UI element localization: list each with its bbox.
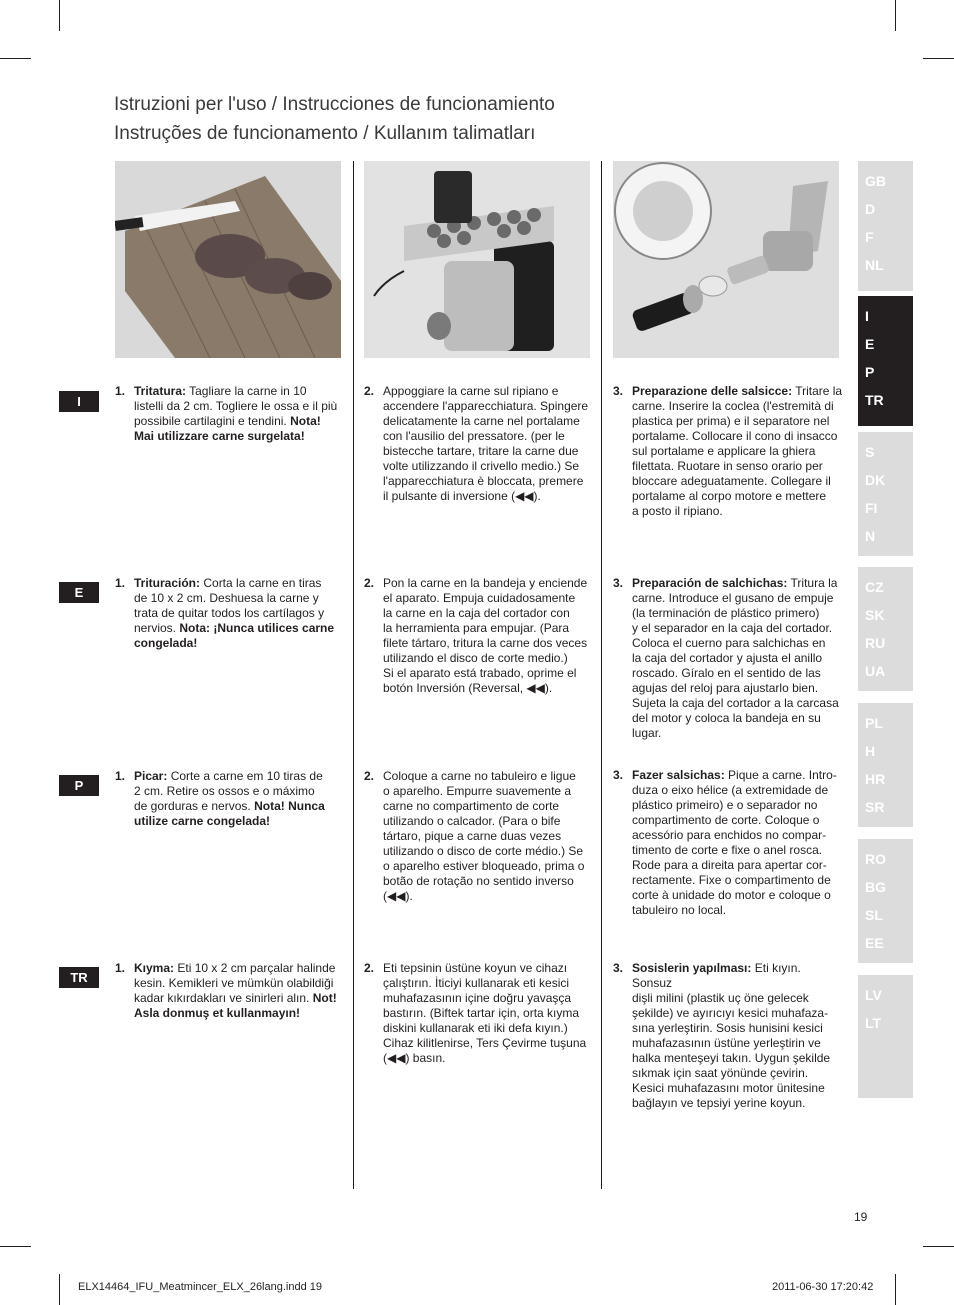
- step-text-line: a posto il ripiano.: [632, 504, 723, 518]
- language-tab-lt[interactable]: LT: [865, 1015, 882, 1031]
- language-badge-es: E: [59, 582, 99, 603]
- step-text-line: sıkmak için saat yönünde çevirin.: [632, 1066, 809, 1080]
- step-text-line: possibile cartilagini e tendini. Nota!: [134, 414, 321, 428]
- step-text-line: botón Inversión (Reversal, ◀◀).: [383, 681, 553, 695]
- step-text-line: volte utilizzando il crivello medio.) Se: [383, 459, 580, 473]
- step-text-line: Coloque a carne no tabuleiro e ligue: [383, 769, 576, 783]
- step-number: 3.: [613, 384, 624, 398]
- step-text-line: Eti tepsinin üstüne koyun ve cihazı: [383, 961, 568, 975]
- language-tab-n[interactable]: N: [865, 528, 876, 544]
- step-text-line: la carne en la caja del cortador con: [383, 606, 570, 620]
- language-tab-hr[interactable]: HR: [865, 771, 886, 787]
- step-text-line: muhafazasının üstüne yerleştirin ve: [632, 1036, 821, 1050]
- step-text-line: filettata. Ruotare in senso orario per: [632, 459, 823, 473]
- step-number: 1.: [115, 384, 126, 398]
- step-text-line: plástico primeiro) e o separador no: [632, 798, 818, 812]
- step-text-line: kesin. Kemikleri ve mümkün olabildiği: [134, 976, 334, 990]
- language-tab-f[interactable]: F: [865, 229, 874, 245]
- language-tab-ua[interactable]: UA: [865, 663, 886, 679]
- crop-mark: [59, 1274, 60, 1305]
- language-tab-fi[interactable]: FI: [865, 500, 878, 516]
- meat-mincer-tray-image: [364, 161, 590, 358]
- footer-filename: ELX14464_IFU_Meatmincer_ELX_26lang.indd 19: [78, 1281, 322, 1293]
- step-text: [383, 961, 586, 1066]
- step-text-line: compartimento de corte. Coloque o: [632, 813, 820, 827]
- language-tab-group[interactable]: [858, 161, 913, 291]
- step-text-line: o aparelho. Empurre suavemente a: [383, 784, 572, 798]
- step-text-line: (◀◀) basın.: [383, 1051, 446, 1065]
- step-number: 2.: [364, 769, 375, 783]
- step-text-line: utilizando o calcador. (Para o bife: [383, 814, 561, 828]
- step-text-line: Tritatura: Tagliare la carne in 10: [134, 384, 307, 398]
- step-text: [134, 961, 337, 1021]
- crop-mark: [0, 1246, 31, 1247]
- step-text-line: Appoggiare la carne sul ripiano e: [383, 384, 559, 398]
- step-text-line: Preparazione delle salsicce: Tritare la: [632, 384, 843, 398]
- step-text: [383, 384, 588, 504]
- language-tab-sk[interactable]: SK: [865, 607, 885, 623]
- crop-mark: [895, 0, 896, 31]
- step-text-line: bloccare adeguatamente. Collegare il: [632, 474, 831, 488]
- step-text-line: kadar kıkırdakları ve sinirleri alın. Not!: [134, 991, 337, 1005]
- language-tab-s[interactable]: S: [865, 444, 875, 460]
- language-tab-nl[interactable]: NL: [865, 257, 884, 273]
- step-text: [383, 769, 584, 904]
- language-tab-cz[interactable]: CZ: [865, 579, 884, 595]
- step-number: 3.: [613, 576, 624, 590]
- step-text-line: Rode para a direita para apertar cor-: [632, 858, 827, 872]
- column-divider: [601, 161, 602, 1189]
- step-text-line: sul portalame e applicare la ghiera: [632, 444, 816, 458]
- language-tab-d[interactable]: D: [865, 201, 876, 217]
- step-text-line: tabuleiro no local.: [632, 903, 727, 917]
- step-text-line: il pulsante di inversione (◀◀).: [383, 489, 541, 503]
- language-tab-ru[interactable]: RU: [865, 635, 886, 651]
- step-text-line: con l'ausilio del pressatore. (per le: [383, 429, 565, 443]
- step-text-line: la herramienta para empujar. (Para: [383, 621, 570, 635]
- language-tab-group[interactable]: [858, 703, 913, 827]
- step-text-line: l'apparecchiatura è bloccata, premere: [383, 474, 584, 488]
- language-badge-pt: P: [59, 775, 99, 796]
- language-badge-it: I: [59, 391, 99, 412]
- step-number: 3.: [613, 768, 624, 782]
- step-text-line: la caja del cortador y ajusta el anillo: [632, 651, 823, 665]
- step-text-line: Kesici muhafazasını motor ünitesine: [632, 1081, 825, 1095]
- language-tab-e[interactable]: E: [865, 336, 875, 352]
- crop-mark: [923, 1246, 954, 1247]
- step-text-line: nervios. Nota: ¡Nunca utilices carne: [134, 621, 335, 635]
- language-tab-ee[interactable]: EE: [865, 935, 884, 951]
- step-text-line: roscado. Gíralo en el sentido de las: [632, 666, 821, 680]
- step-text-line: el aparato. Empuja cuidadosamente: [383, 591, 576, 605]
- step-text-line: Si el aparato está trabado, oprime el: [383, 666, 577, 680]
- step-text-line: delicatamente la carne nel portalame: [383, 414, 580, 428]
- crop-mark: [59, 0, 60, 31]
- step-text-line: duza o eixo hélice (a extremidade de: [632, 783, 829, 797]
- step-number: 1.: [115, 769, 126, 783]
- language-tab-bg[interactable]: BG: [865, 879, 886, 895]
- step-text-line: carne. Inserire la coclea (l'estremità di: [632, 399, 834, 413]
- language-tab-tr[interactable]: TR: [865, 392, 884, 408]
- step-text-line: timento de corte e fixe o anel rosca.: [632, 843, 823, 857]
- footer-timestamp: 2011-06-30 17:20:42: [772, 1281, 874, 1293]
- step-text-line: Trituración: Corta la carne en tiras: [134, 576, 322, 590]
- knife-cutting-board-image: [115, 161, 341, 358]
- step-text-line: carne. Introduce el gusano de empuje: [632, 591, 834, 605]
- step-text-line: 2 cm. Retire os ossos e o máximo: [134, 784, 315, 798]
- step-number: 2.: [364, 961, 375, 975]
- step-text-line: lugar.: [632, 726, 662, 740]
- step-text-line: de gorduras e nervos. Nota! Nunca: [134, 799, 325, 813]
- step-text-line: utilizando o disco de corte médio.) Se: [383, 844, 584, 858]
- step-text-line: Pon la carne en la bandeja y enciende: [383, 576, 588, 590]
- step-text-line: Picar: Corte a carne em 10 tiras de: [134, 769, 323, 783]
- language-tab-group[interactable]: [858, 432, 913, 556]
- step-text-line: Mai utilizzare carne surgelata!: [134, 429, 305, 443]
- step-text-line: botão de rotação no sentido inverso: [383, 874, 574, 888]
- step-text-line: dişli milini (plastik uç öne gelecek: [632, 991, 809, 1005]
- language-tab-group[interactable]: [858, 567, 913, 691]
- language-tab-dk[interactable]: DK: [865, 472, 886, 488]
- language-tab-i[interactable]: I: [865, 308, 869, 324]
- language-tab-pl[interactable]: PL: [865, 715, 883, 731]
- step-text-line: bastırın. (Biftek tartar için, orta kıyma: [383, 1006, 580, 1020]
- page-title-line-2: Instruções de funcionamento / Kullanım talimatları: [114, 123, 536, 144]
- step-text-line: Sosislerin yapılması: Eti kıyın. Sonsuz: [632, 961, 801, 990]
- step-number: 2.: [364, 384, 375, 398]
- step-text-line: Preparación de salchichas: Tritura la: [632, 576, 838, 590]
- language-tab-lv[interactable]: LV: [865, 987, 882, 1003]
- step-text-line: o aparelho estiver bloqueado, prima o: [383, 859, 585, 873]
- step-text: [383, 576, 587, 696]
- step-text-line: çalıştırın. İticiyi kullanarak eti kesici: [383, 976, 570, 990]
- step-text-line: utilize carne congelada!: [134, 814, 271, 828]
- step-text: [632, 768, 837, 918]
- step-text: [632, 961, 843, 1111]
- step-text-line: acessório para enchidos no compar-: [632, 828, 827, 842]
- step-text-line: diskini kullanarak eti iki defa kıyın.): [383, 1021, 568, 1035]
- step-text: [134, 384, 337, 444]
- step-text-line: (◀◀).: [383, 889, 413, 903]
- column-divider: [353, 161, 354, 1189]
- language-tab-group[interactable]: [858, 839, 913, 963]
- step-text-line: portalame al corpo motore e mettere: [632, 489, 827, 503]
- language-tab-sl[interactable]: SL: [865, 907, 883, 923]
- language-badge-tr: TR: [59, 967, 99, 988]
- crop-mark: [0, 58, 31, 59]
- step-text-line: portalame. Collocare il cono di insacco: [632, 429, 838, 443]
- step-text-line: halka menteşeyi takın. Uygun şekilde: [632, 1051, 831, 1065]
- step-text-line: Fazer salsichas: Pique a carne. Intro-: [632, 768, 837, 782]
- page-title-line-1: Istruzioni per l'uso / Instrucciones de funcionamiento: [114, 94, 555, 115]
- step-text-line: plastica per prima) e il separatore nel: [632, 414, 830, 428]
- step-text-line: carne no compartimento de corte: [383, 799, 560, 813]
- step-text-line: Sujeta la caja del cortador a la carcasa: [632, 696, 839, 710]
- language-tab-h[interactable]: H: [865, 743, 876, 759]
- step-text-line: rectamente. Fixe o compartimento de: [632, 873, 831, 887]
- crop-mark: [895, 1274, 896, 1305]
- step-text: [134, 769, 325, 829]
- step-number: 1.: [115, 961, 126, 975]
- step-text-line: agujas del reloj para ajustarlo bien.: [632, 681, 819, 695]
- step-text-line: corte à unidade do motor e coloque o: [632, 888, 831, 902]
- step-text-line: Kıyma: Eti 10 x 2 cm parçalar halinde: [134, 961, 336, 975]
- step-text-line: sına yerleştirin. Sosis hunisini kesici: [632, 1021, 823, 1035]
- page-number: 19: [854, 1210, 868, 1224]
- step-text-line: accendere l'apparecchiatura. Spingere: [383, 399, 589, 413]
- language-tab-group[interactable]: [858, 975, 913, 1098]
- step-text-line: bağlayın ve tepsiyi yerine koyun.: [632, 1096, 806, 1110]
- step-text-line: y el separador en la caja del cortador.: [632, 621, 833, 635]
- step-text-line: muhafazasının içine doğru yavaşça: [383, 991, 572, 1005]
- step-text-line: Coloca el cuerno para salchichas en: [632, 636, 826, 650]
- language-tab-group[interactable]: [858, 296, 913, 426]
- step-number: 3.: [613, 961, 624, 975]
- step-text-line: (la terminación de plástico primero): [632, 606, 820, 620]
- language-tab-ro[interactable]: RO: [865, 851, 886, 867]
- step-text-line: Asla donmuş et kullanmayın!: [134, 1006, 301, 1020]
- step-number: 2.: [364, 576, 375, 590]
- step-text-line: congelada!: [134, 636, 198, 650]
- step-text-line: utilizando el disco de corte medio.): [383, 651, 568, 665]
- language-tab-gb[interactable]: GB: [865, 173, 886, 189]
- step-text-line: şekilde) ve ayırıcıyı kesici muhafaza-: [632, 1006, 829, 1020]
- sausage-attachment-image: [613, 161, 839, 358]
- language-tab-sr[interactable]: SR: [865, 799, 885, 815]
- step-text: [632, 576, 839, 741]
- step-text-line: tártaro, pique a carne duas vezes: [383, 829, 562, 843]
- step-text-line: bistecche tartare, tritare la carne due: [383, 444, 579, 458]
- crop-mark: [923, 58, 954, 59]
- step-number: 1.: [115, 576, 126, 590]
- language-tab-p[interactable]: P: [865, 364, 875, 380]
- step-text-line: de 10 x 2 cm. Deshuesa la carne y: [134, 591, 319, 605]
- step-text: [134, 576, 334, 651]
- step-text-line: del motor y coloca la bandeja en su: [632, 711, 821, 725]
- step-text-line: filete tártaro, tritura la carne dos veces: [383, 636, 588, 650]
- step-text: [632, 384, 842, 519]
- step-text-line: Cihaz kilitlenirse, Ters Çevirme tuşuna: [383, 1036, 587, 1050]
- step-text-line: listelli da 2 cm. Togliere le ossa e il più: [134, 399, 338, 413]
- step-text-line: trata de quitar todos los cartílagos y: [134, 606, 325, 620]
